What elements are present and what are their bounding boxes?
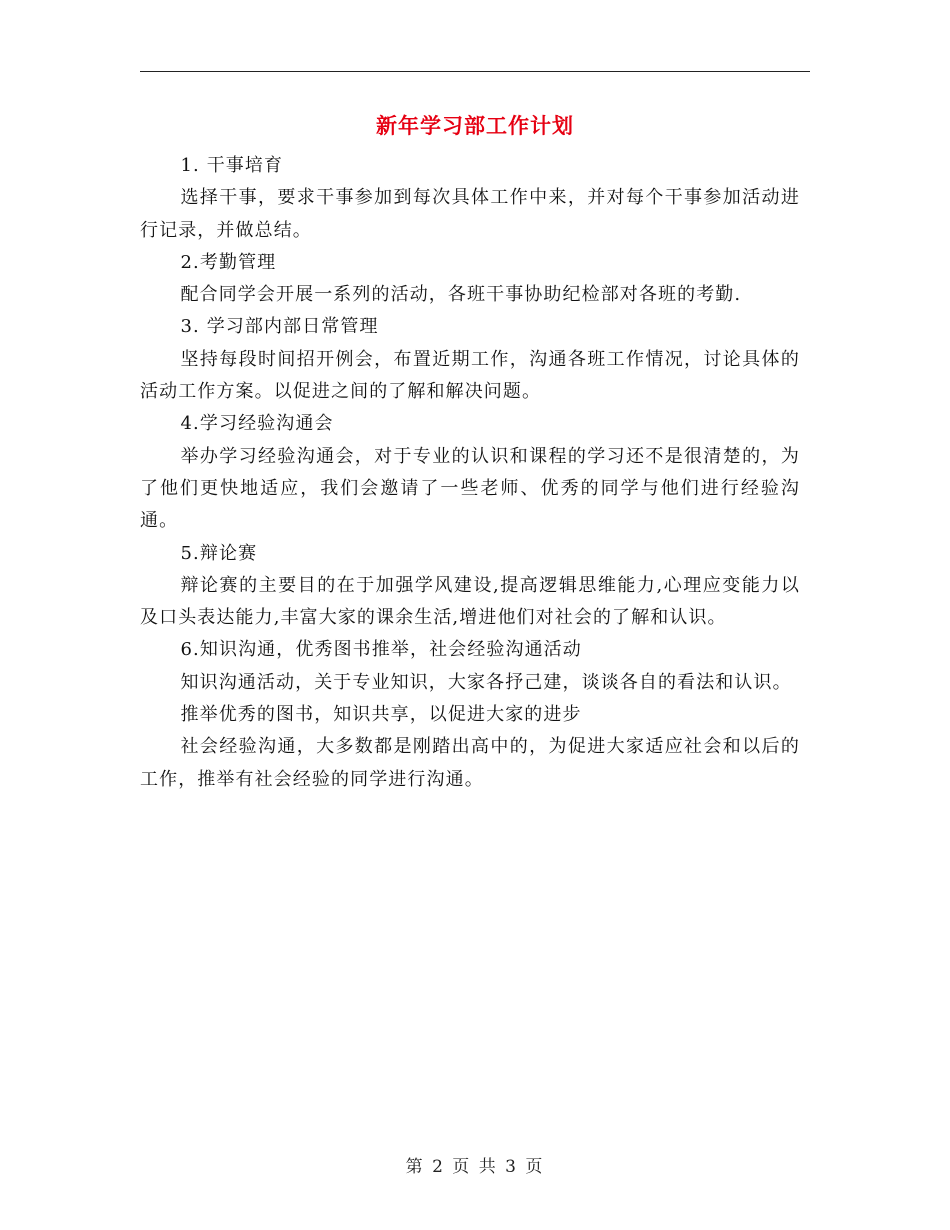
page-number-footer: 第 2 页 共 3 页 xyxy=(405,1157,545,1177)
heading-experience-meeting: 4.学习经验沟通会 xyxy=(180,413,334,435)
paragraph-experience-meeting: 举办学习经验沟通会，对于专业的认识和课程的学习还不是很清楚的，为了他们更快地适应，我们会邀请了一些老师、优秀的同学与他们进行经验沟通。 xyxy=(140,445,800,532)
paragraph-book-recommendation: 推举优秀的图书，知识共享，以促进大家的进步 xyxy=(180,704,582,726)
heading-debate: 5.辩论赛 xyxy=(180,542,258,564)
header-rule xyxy=(140,71,810,72)
paragraph-cadre-training: 选择干事，要求干事参加到每次具体工作中来，并对每个干事参加活动进行记录，并做总结。 xyxy=(140,187,800,241)
paragraph-knowledge-exchange: 知识沟通活动，关于专业知识，大家各抒己建，谈谈各自的看法和认识。 xyxy=(180,671,792,693)
heading-attendance: 2.考勤管理 xyxy=(180,251,277,273)
document-title: 新年学习部工作计划 xyxy=(376,113,574,138)
heading-knowledge-exchange: 6.知识沟通，优秀图书推举，社会经验沟通活动 xyxy=(180,639,582,661)
paragraph-attendance: 配合同学会开展一系列的活动，各班干事协助纪检部对各班的考勤. xyxy=(180,284,742,306)
document-body xyxy=(140,150,800,796)
heading-internal-management: 3. 学习部内部日常管理 xyxy=(180,316,379,338)
heading-cadre-training: 1. 干事培育 xyxy=(180,155,284,176)
paragraph-social-experience: 社会经验沟通，大多数都是刚踏出高中的，为促进大家适应社会和以后的工作，推举有社会经验的同学进行沟通。 xyxy=(140,736,800,790)
paragraph-debate: 辩论赛的主要目的在于加强学风建设,提高逻辑思维能力,心理应变能力以及口头表达能力,丰富大家的课余生活,增进他们对社会的了解和认识。 xyxy=(140,574,800,629)
paragraph-internal-management: 坚持每段时间招开例会，布置近期工作，沟通各班工作情况，讨论具体的活动工作方案。以促进之间的了解和解决问题。 xyxy=(140,348,800,403)
